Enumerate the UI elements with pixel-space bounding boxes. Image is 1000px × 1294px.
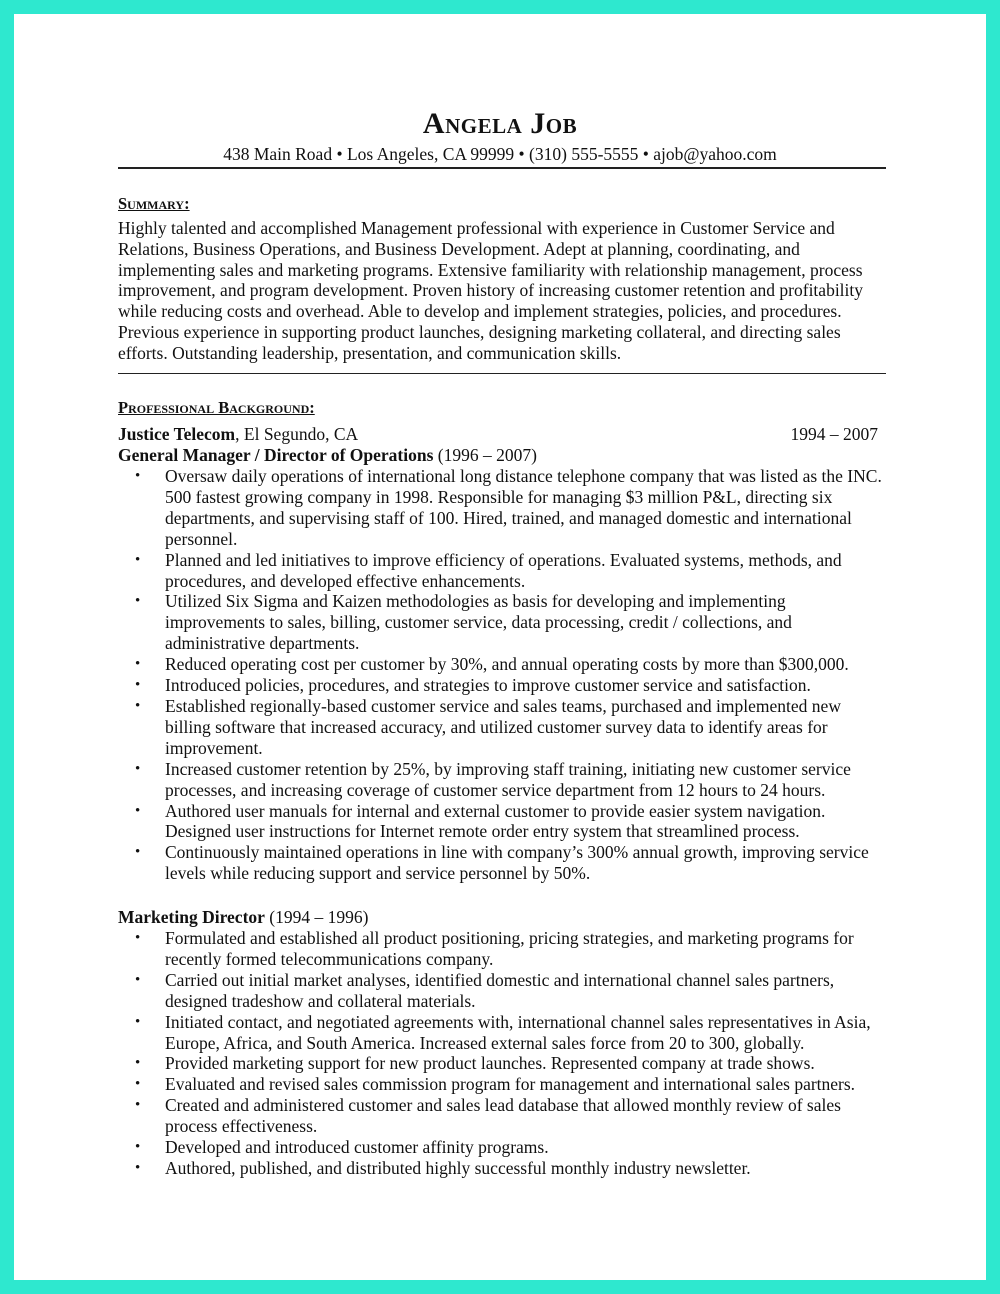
bullet-icon: • xyxy=(135,697,141,714)
bullet-text: Initiated contact, and negotiated agreements with, international channel sales representatives in Asia, Europe, Africa, and South America. Increased external sales force from 20 to 300, globally. xyxy=(165,1011,871,1053)
bullet-icon: • xyxy=(135,1013,141,1030)
bullet-text: Continuously maintained operations in line with company’s 300% annual growth, improving service levels while reducing support and service personnel by 50%. xyxy=(165,842,869,884)
bullet-icon: • xyxy=(135,760,141,777)
background-heading: Professional Background: xyxy=(118,398,315,417)
bullet-icon: • xyxy=(135,1055,141,1072)
role1-title: General Manager / Director of Operations xyxy=(118,445,434,465)
bullet-text: Authored user manuals for internal and external customer to provide easier system navigation. Designed user instructions for Internet remote order entry system that streamlined process. xyxy=(165,800,826,842)
bullet-item xyxy=(118,591,882,654)
role2-title: Marketing Director xyxy=(118,907,265,927)
bullet-icon: • xyxy=(135,1097,141,1114)
bullet-icon: • xyxy=(135,802,141,819)
bullet-text: Introduced policies, procedures, and strategies to improve customer service and satisfaction. xyxy=(165,675,811,696)
bullet-text: Reduced operating cost per customer by 30%, and annual operating costs by more than $300,000. xyxy=(165,654,849,675)
bullet-item xyxy=(118,759,882,801)
role1-line xyxy=(118,445,882,466)
bullet-item xyxy=(118,1053,882,1074)
bullet-icon: • xyxy=(135,551,141,568)
bullet-item xyxy=(118,654,882,675)
bullet-icon: • xyxy=(135,656,141,673)
bullet-text: Evaluated and revised sales commission program for management and international sales partners. xyxy=(165,1074,856,1095)
bullet-icon: • xyxy=(135,971,141,988)
role1-bullet-list xyxy=(118,466,882,884)
summary-divider xyxy=(118,373,886,374)
bullet-text: Developed and introduced customer affinity programs. xyxy=(165,1137,549,1158)
bullet-item xyxy=(118,1095,882,1137)
bullet-text: Planned and led initiatives to improve efficiency of operations. Evaluated systems, methods, and procedures, and developed effective enhancements. xyxy=(165,549,842,591)
header-divider xyxy=(118,167,886,169)
bullet-icon: • xyxy=(135,593,141,610)
bullet-text: Created and administered customer and sales lead database that allowed monthly review of sales process effectiveness. xyxy=(165,1095,841,1137)
role2-line xyxy=(118,907,882,928)
bullet-item xyxy=(118,696,882,759)
summary-heading: Summary: xyxy=(118,194,190,213)
bullet-item xyxy=(118,1137,882,1158)
company-name: Justice Telecom xyxy=(118,424,236,444)
bullet-item xyxy=(118,928,882,970)
candidate-name: Angela Job xyxy=(422,107,578,140)
bullet-icon: • xyxy=(135,844,141,861)
bullet-text: Utilized Six Sigma and Kaizen methodologies as basis for developing and implementing improvements to sales, billing, customer service, data processing, credit / collections, and administrative departments. xyxy=(165,591,792,654)
bullet-text: Oversaw daily operations of international long distance telephone company that was listed as the INC. 500 fastest growing company in 1998. Responsible for managing $3 million P&L, directing six departments, and supervising staff of 100. Hired, trained, and managed domestic and international personnel. xyxy=(165,466,882,549)
company-location: , El Segundo, CA xyxy=(235,424,359,444)
bullet-text: Carried out initial market analyses, identified domestic and international channel sales partners, designed tradeshow and collateral materials. xyxy=(165,969,835,1011)
bullet-icon: • xyxy=(135,468,141,484)
bullet-text: Authored, published, and distributed highly successful monthly industry newsletter. xyxy=(165,1157,751,1178)
bullet-icon: • xyxy=(135,677,141,694)
summary-text: Highly talented and accomplished Management professional with experience in Customer Service and Relations, Business Operations, and Business Development. Adept at planning, coordinating, and implementing sales and marketing programs. Extensive familiarity with relationship management, process improvement, and program development. Proven history of increasing customer retention and profitability while reducing costs and overhead. Able to develop and implement strategies, policies, and procedures. Previous experience in supporting product launches, designing marketing collateral, and directing sales efforts. Outstanding leadership, presentation, and communication skills. xyxy=(118,218,864,363)
contact-line: 438 Main Road • Los Angeles, CA 99999 • (310) 555-5555 • ajob@yahoo.com xyxy=(223,144,777,164)
role1-dates: (1996 – 2007) xyxy=(433,445,537,465)
company-line xyxy=(118,424,882,445)
bullet-icon: • xyxy=(135,930,141,946)
bullet-item xyxy=(118,1074,882,1095)
bullet-item xyxy=(118,675,882,696)
bullet-text: Increased customer retention by 25%, by improving staff training, initiating new customer service processes, and increasing coverage of customer service department from 12 hours to 24 hours. xyxy=(165,758,851,800)
bullet-text: Established regionally-based customer service and sales teams, purchased and implemented new billing software that increased accuracy, and utilized customer survey data to identify areas for improvement. xyxy=(165,695,841,758)
role2-dates: (1994 – 1996) xyxy=(264,907,369,927)
bullet-item xyxy=(118,550,882,592)
bullet-item xyxy=(118,1158,882,1179)
role2-bullet-list xyxy=(118,928,882,1179)
bullet-text: Provided marketing support for new product launches. Represented company at trade shows. xyxy=(165,1053,815,1074)
bullet-item xyxy=(118,1012,882,1054)
bullet-item xyxy=(118,842,882,884)
bullet-icon: • xyxy=(135,1139,141,1156)
bullet-item xyxy=(118,466,882,550)
bullet-item xyxy=(118,801,882,843)
bullet-item xyxy=(118,970,882,1012)
bullet-icon: • xyxy=(135,1159,141,1176)
bullet-text: Formulated and established all product positioning, pricing strategies, and marketing programs for recently formed telecommunications company. xyxy=(165,928,854,969)
bullet-icon: • xyxy=(135,1076,141,1093)
company-dates: 1994 – 2007 xyxy=(790,424,878,444)
